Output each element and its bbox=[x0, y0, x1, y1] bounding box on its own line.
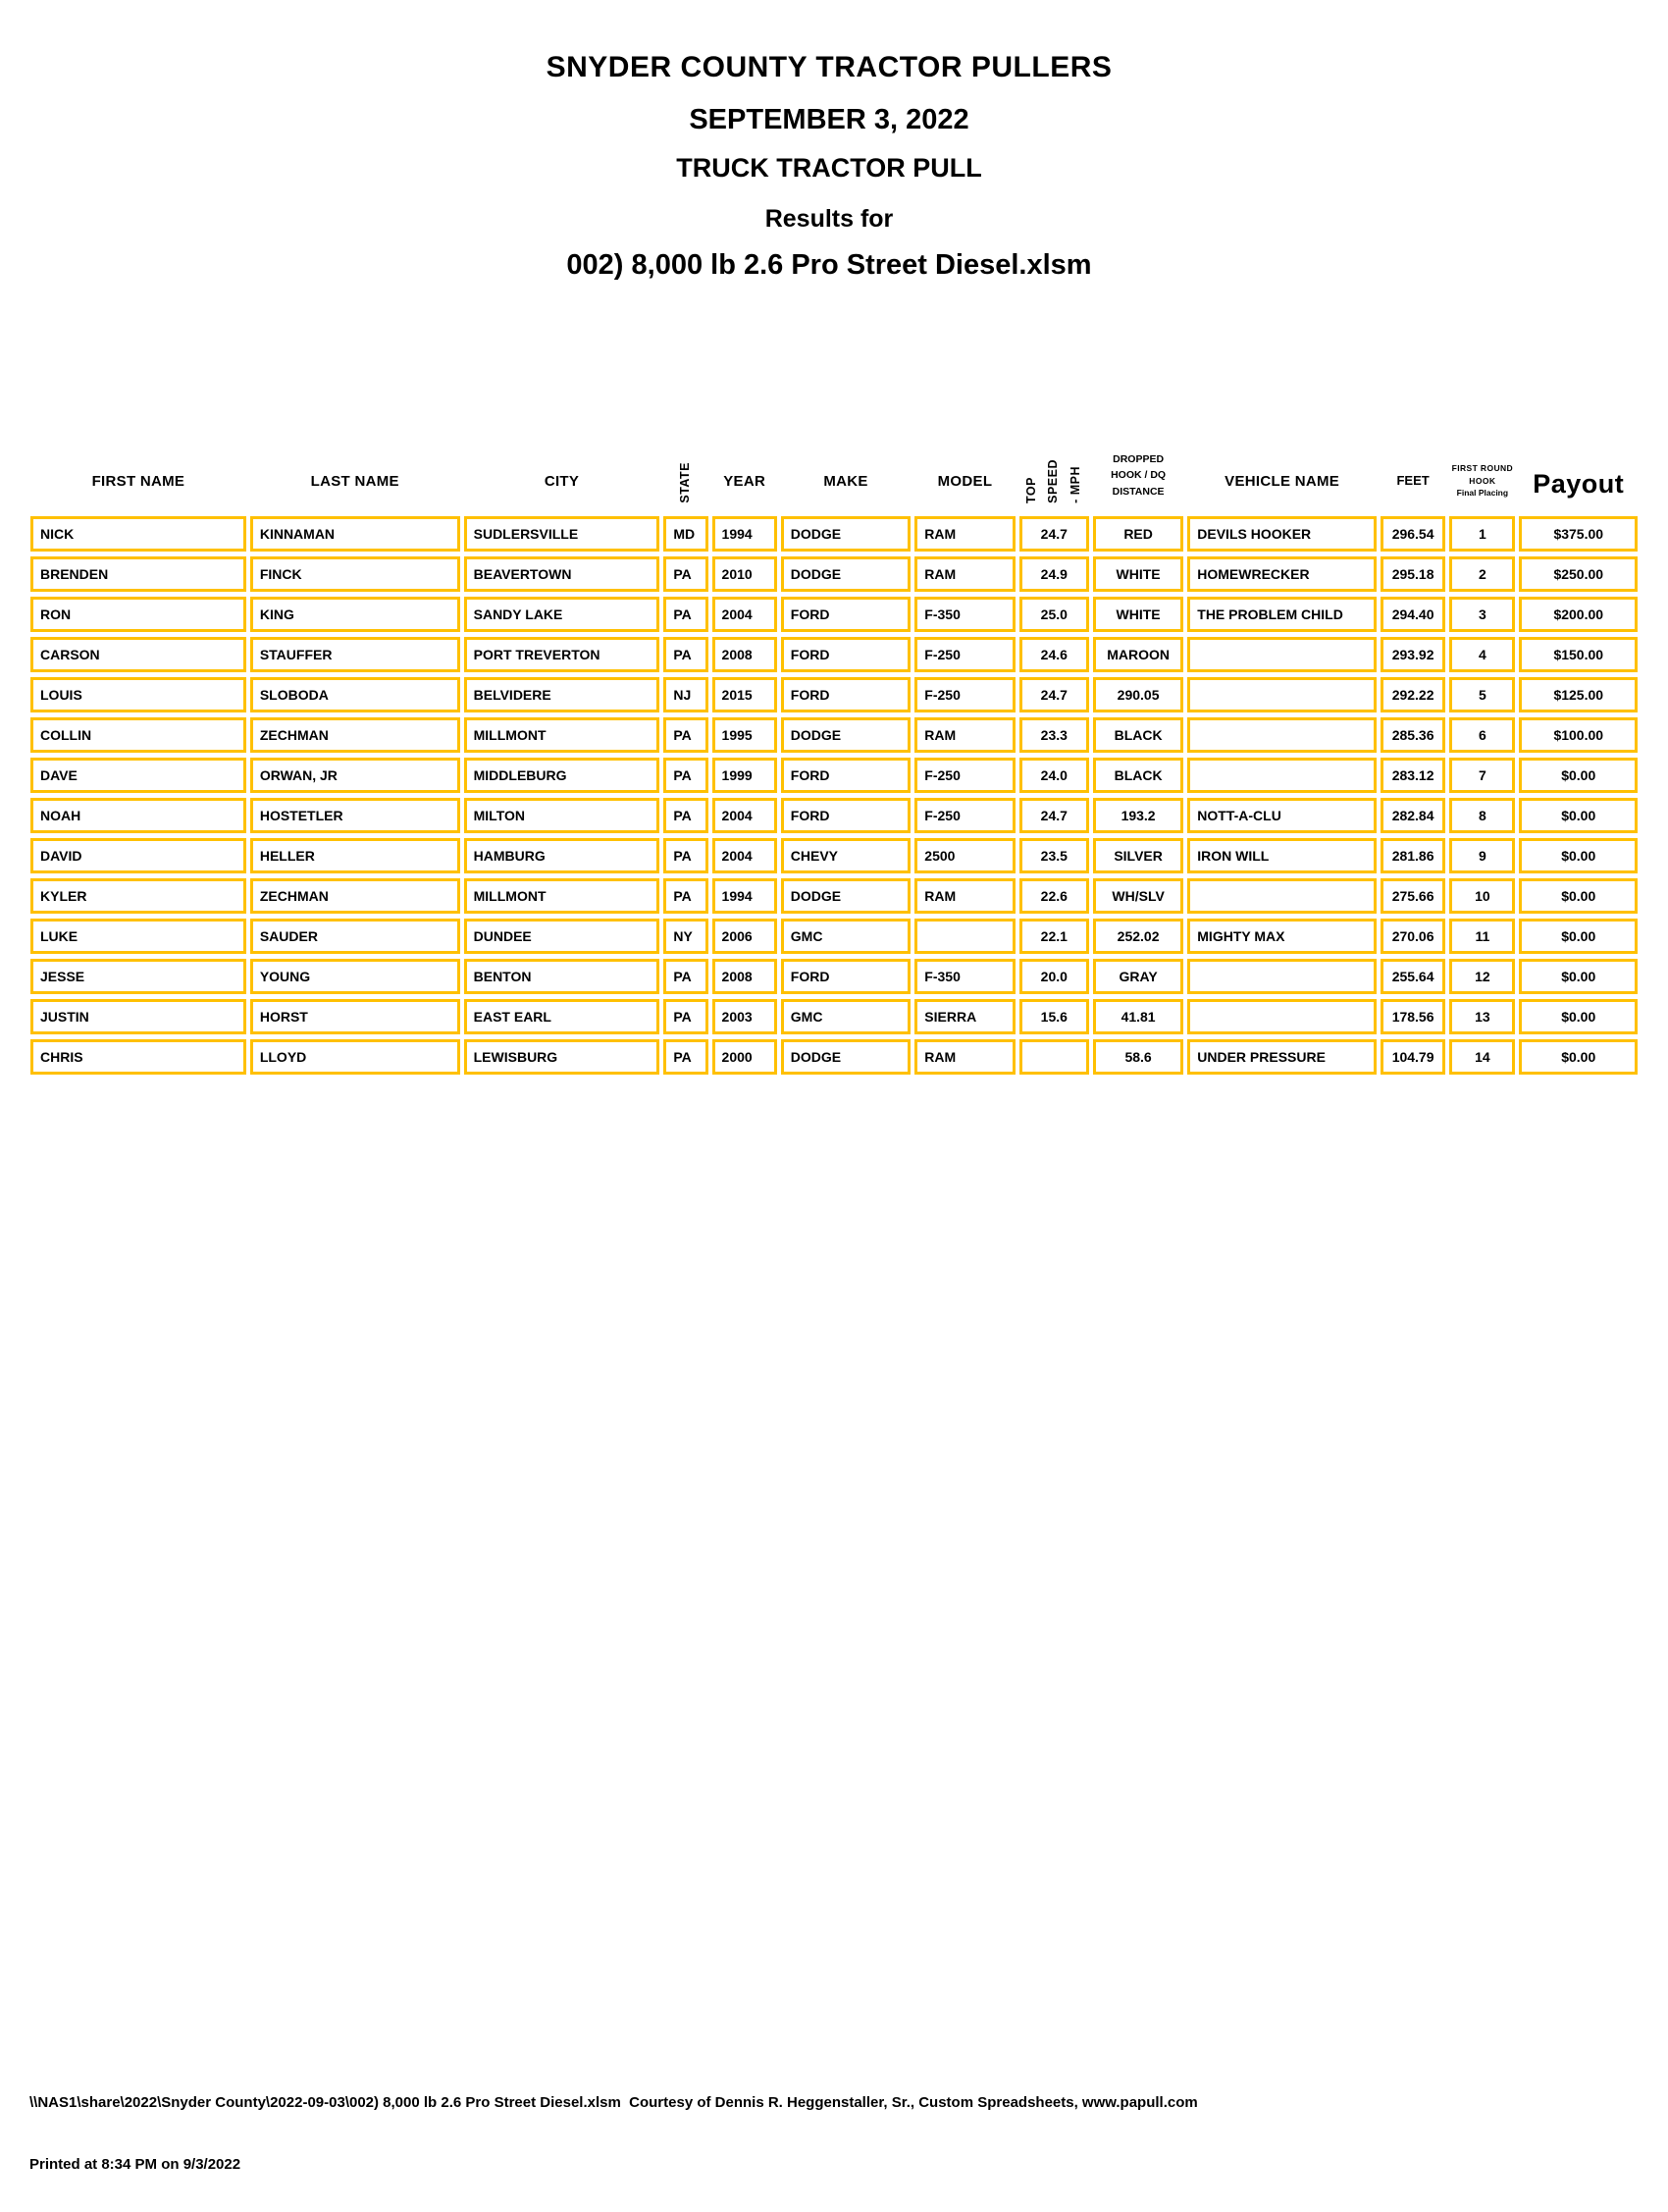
col-header-feet: FEET bbox=[1396, 473, 1430, 488]
cell-model: RAM bbox=[914, 1039, 1015, 1075]
results-body bbox=[30, 516, 1638, 1075]
col-header-top-speed bbox=[1019, 405, 1089, 511]
cell-first-name: NOAH bbox=[30, 798, 246, 833]
cell-vehicle-name bbox=[1187, 677, 1377, 712]
cell-placing: 2 bbox=[1449, 556, 1515, 592]
cell-dropped-hook: BLACK bbox=[1093, 758, 1183, 793]
cell-last-name: ZECHMAN bbox=[250, 878, 460, 914]
cell-top-speed: 23.5 bbox=[1019, 838, 1089, 873]
cell-city: DUNDEE bbox=[464, 919, 660, 954]
cell-last-name: YOUNG bbox=[250, 959, 460, 994]
cell-payout: $200.00 bbox=[1519, 597, 1638, 632]
cell-placing: 10 bbox=[1449, 878, 1515, 914]
file-path-line: \\NAS1\share\2022\Snyder County\2022-09-03\002) 8,000 lb 2.6 Pro Street Diesel.xlsm Courtesy of Dennis R. Heggenstaller, Sr., Custom Spreadsheets, www.papull.com bbox=[29, 2094, 1198, 2111]
cell-feet: 275.66 bbox=[1381, 878, 1445, 914]
dropped-line-1: DROPPED bbox=[1113, 453, 1165, 466]
cell-city: BENTON bbox=[464, 959, 660, 994]
top-speed-line-2: SPEED bbox=[1046, 459, 1061, 503]
cell-top-speed: 24.0 bbox=[1019, 758, 1089, 793]
cell-city: BELVIDERE bbox=[464, 677, 660, 712]
cell-state: PA bbox=[663, 798, 707, 833]
cell-make: FORD bbox=[781, 959, 912, 994]
table-row bbox=[30, 597, 1638, 632]
cell-top-speed: 24.9 bbox=[1019, 556, 1089, 592]
placing-line-2: HOOK bbox=[1469, 475, 1496, 486]
cell-make: DODGE bbox=[781, 1039, 912, 1075]
cell-vehicle-name: IRON WILL bbox=[1187, 838, 1377, 873]
cell-city: LEWISBURG bbox=[464, 1039, 660, 1075]
cell-feet: 283.12 bbox=[1381, 758, 1445, 793]
cell-top-speed: 24.7 bbox=[1019, 798, 1089, 833]
cell-city: BEAVERTOWN bbox=[464, 556, 660, 592]
cell-vehicle-name: NOTT-A-CLU bbox=[1187, 798, 1377, 833]
top-speed-line-1: TOP bbox=[1024, 477, 1039, 503]
cell-dropped-hook: MAROON bbox=[1093, 637, 1183, 672]
cell-vehicle-name: HOMEWRECKER bbox=[1187, 556, 1377, 592]
cell-first-name: CARSON bbox=[30, 637, 246, 672]
printed-timestamp-line: Printed at 8:34 PM on 9/3/2022 bbox=[29, 2155, 241, 2173]
col-header-city: CITY bbox=[544, 473, 580, 490]
cell-placing: 14 bbox=[1449, 1039, 1515, 1075]
cell-state: NJ bbox=[663, 677, 707, 712]
cell-city: SANDY LAKE bbox=[464, 597, 660, 632]
report-title-block bbox=[0, 51, 1658, 282]
results-table bbox=[26, 400, 1642, 1080]
cell-first-name: BRENDEN bbox=[30, 556, 246, 592]
cell-payout: $0.00 bbox=[1519, 758, 1638, 793]
cell-placing: 13 bbox=[1449, 999, 1515, 1034]
table-row bbox=[30, 1039, 1638, 1075]
cell-state: MD bbox=[663, 516, 707, 552]
cell-feet: 104.79 bbox=[1381, 1039, 1445, 1075]
cell-feet: 282.84 bbox=[1381, 798, 1445, 833]
cell-placing: 3 bbox=[1449, 597, 1515, 632]
cell-first-name: NICK bbox=[30, 516, 246, 552]
cell-city: MILTON bbox=[464, 798, 660, 833]
cell-feet: 281.86 bbox=[1381, 838, 1445, 873]
placing-line-1: FIRST ROUND bbox=[1451, 462, 1514, 473]
cell-placing: 9 bbox=[1449, 838, 1515, 873]
cell-payout: $0.00 bbox=[1519, 798, 1638, 833]
cell-vehicle-name: UNDER PRESSURE bbox=[1187, 1039, 1377, 1075]
cell-top-speed: 25.0 bbox=[1019, 597, 1089, 632]
cell-year: 1999 bbox=[712, 758, 777, 793]
report-footer bbox=[29, 2056, 1198, 2212]
cell-placing: 6 bbox=[1449, 717, 1515, 753]
cell-payout: $0.00 bbox=[1519, 959, 1638, 994]
cell-last-name: STAUFFER bbox=[250, 637, 460, 672]
cell-payout: $0.00 bbox=[1519, 838, 1638, 873]
cell-first-name: KYLER bbox=[30, 878, 246, 914]
cell-feet: 270.06 bbox=[1381, 919, 1445, 954]
table-row bbox=[30, 717, 1638, 753]
cell-feet: 296.54 bbox=[1381, 516, 1445, 552]
cell-model: RAM bbox=[914, 516, 1015, 552]
cell-dropped-hook: 252.02 bbox=[1093, 919, 1183, 954]
cell-dropped-hook: SILVER bbox=[1093, 838, 1183, 873]
cell-model: F-250 bbox=[914, 677, 1015, 712]
cell-last-name: ORWAN, JR bbox=[250, 758, 460, 793]
event-type: TRUCK TRACTOR PULL bbox=[676, 152, 982, 183]
cell-model: F-350 bbox=[914, 597, 1015, 632]
cell-payout: $0.00 bbox=[1519, 919, 1638, 954]
cell-year: 2004 bbox=[712, 597, 777, 632]
cell-make: DODGE bbox=[781, 717, 912, 753]
cell-make: FORD bbox=[781, 597, 912, 632]
cell-placing: 5 bbox=[1449, 677, 1515, 712]
cell-year: 1994 bbox=[712, 516, 777, 552]
cell-vehicle-name bbox=[1187, 999, 1377, 1034]
cell-last-name: FINCK bbox=[250, 556, 460, 592]
cell-placing: 4 bbox=[1449, 637, 1515, 672]
cell-first-name: LUKE bbox=[30, 919, 246, 954]
col-header-model: MODEL bbox=[937, 473, 993, 490]
cell-feet: 255.64 bbox=[1381, 959, 1445, 994]
cell-make: FORD bbox=[781, 798, 912, 833]
cell-last-name: KING bbox=[250, 597, 460, 632]
cell-top-speed: 24.7 bbox=[1019, 677, 1089, 712]
col-header-placing bbox=[1449, 405, 1515, 511]
col-header-first-name: FIRST NAME bbox=[91, 473, 185, 490]
cell-top-speed: 20.0 bbox=[1019, 959, 1089, 994]
table-row bbox=[30, 999, 1638, 1034]
cell-first-name: RON bbox=[30, 597, 246, 632]
cell-first-name: LOUIS bbox=[30, 677, 246, 712]
cell-make: DODGE bbox=[781, 556, 912, 592]
cell-state: PA bbox=[663, 717, 707, 753]
cell-state: NY bbox=[663, 919, 707, 954]
cell-year: 2015 bbox=[712, 677, 777, 712]
cell-state: PA bbox=[663, 1039, 707, 1075]
cell-make: GMC bbox=[781, 919, 912, 954]
cell-make: GMC bbox=[781, 999, 912, 1034]
col-header-last-name: LAST NAME bbox=[310, 473, 399, 490]
cell-model: 2500 bbox=[914, 838, 1015, 873]
cell-placing: 11 bbox=[1449, 919, 1515, 954]
cell-top-speed: 15.6 bbox=[1019, 999, 1089, 1034]
cell-payout: $0.00 bbox=[1519, 999, 1638, 1034]
cell-dropped-hook: WH/SLV bbox=[1093, 878, 1183, 914]
organization-title: SNYDER COUNTY TRACTOR PULLERS bbox=[546, 51, 1113, 83]
placing-line-3: Final Placing bbox=[1456, 488, 1509, 499]
cell-feet: 293.92 bbox=[1381, 637, 1445, 672]
table-row bbox=[30, 919, 1638, 954]
cell-vehicle-name: DEVILS HOOKER bbox=[1187, 516, 1377, 552]
cell-model: F-250 bbox=[914, 798, 1015, 833]
cell-model: F-250 bbox=[914, 758, 1015, 793]
cell-placing: 12 bbox=[1449, 959, 1515, 994]
table-row bbox=[30, 878, 1638, 914]
state-rotated-label: STATE bbox=[678, 462, 693, 503]
cell-payout: $150.00 bbox=[1519, 637, 1638, 672]
cell-placing: 1 bbox=[1449, 516, 1515, 552]
cell-city: SUDLERSVILLE bbox=[464, 516, 660, 552]
cell-model: RAM bbox=[914, 878, 1015, 914]
cell-placing: 8 bbox=[1449, 798, 1515, 833]
dropped-line-3: DISTANCE bbox=[1112, 485, 1165, 498]
cell-state: PA bbox=[663, 838, 707, 873]
cell-dropped-hook: 41.81 bbox=[1093, 999, 1183, 1034]
cell-state: PA bbox=[663, 597, 707, 632]
cell-first-name: JESSE bbox=[30, 959, 246, 994]
cell-city: PORT TREVERTON bbox=[464, 637, 660, 672]
table-row bbox=[30, 516, 1638, 552]
cell-city: MIDDLEBURG bbox=[464, 758, 660, 793]
cell-year: 2010 bbox=[712, 556, 777, 592]
cell-year: 2004 bbox=[712, 838, 777, 873]
col-header-payout: Payout bbox=[1533, 469, 1625, 499]
cell-make: DODGE bbox=[781, 878, 912, 914]
cell-city: MILLMONT bbox=[464, 878, 660, 914]
cell-city: MILLMONT bbox=[464, 717, 660, 753]
cell-state: PA bbox=[663, 959, 707, 994]
cell-payout: $125.00 bbox=[1519, 677, 1638, 712]
table-row bbox=[30, 798, 1638, 833]
cell-make: DODGE bbox=[781, 516, 912, 552]
class-file-title: 002) 8,000 lb 2.6 Pro Street Diesel.xlsm bbox=[566, 248, 1092, 281]
cell-city: HAMBURG bbox=[464, 838, 660, 873]
cell-dropped-hook: 193.2 bbox=[1093, 798, 1183, 833]
cell-feet: 294.40 bbox=[1381, 597, 1445, 632]
cell-payout: $0.00 bbox=[1519, 878, 1638, 914]
cell-model: F-250 bbox=[914, 637, 1015, 672]
table-row bbox=[30, 677, 1638, 712]
cell-payout: $375.00 bbox=[1519, 516, 1638, 552]
cell-year: 2008 bbox=[712, 637, 777, 672]
event-date: SEPTEMBER 3, 2022 bbox=[689, 103, 969, 135]
cell-vehicle-name bbox=[1187, 637, 1377, 672]
col-header-year: YEAR bbox=[723, 473, 766, 490]
cell-year: 2006 bbox=[712, 919, 777, 954]
cell-dropped-hook: GRAY bbox=[1093, 959, 1183, 994]
cell-state: PA bbox=[663, 637, 707, 672]
cell-make: FORD bbox=[781, 677, 912, 712]
cell-city: EAST EARL bbox=[464, 999, 660, 1034]
cell-dropped-hook: 58.6 bbox=[1093, 1039, 1183, 1075]
cell-year: 2000 bbox=[712, 1039, 777, 1075]
cell-vehicle-name: MIGHTY MAX bbox=[1187, 919, 1377, 954]
cell-first-name: COLLIN bbox=[30, 717, 246, 753]
cell-payout: $0.00 bbox=[1519, 1039, 1638, 1075]
cell-year: 1994 bbox=[712, 878, 777, 914]
cell-last-name: HOSTETLER bbox=[250, 798, 460, 833]
cell-year: 2003 bbox=[712, 999, 777, 1034]
cell-last-name: ZECHMAN bbox=[250, 717, 460, 753]
cell-last-name: SAUDER bbox=[250, 919, 460, 954]
table-row bbox=[30, 637, 1638, 672]
col-header-vehicle-name: VEHICLE NAME bbox=[1225, 473, 1340, 490]
cell-first-name: CHRIS bbox=[30, 1039, 246, 1075]
dropped-line-2: HOOK / DQ bbox=[1111, 469, 1167, 482]
cell-dropped-hook: WHITE bbox=[1093, 597, 1183, 632]
cell-first-name: DAVE bbox=[30, 758, 246, 793]
cell-year: 2008 bbox=[712, 959, 777, 994]
cell-model: SIERRA bbox=[914, 999, 1015, 1034]
cell-top-speed: 24.7 bbox=[1019, 516, 1089, 552]
cell-year: 2004 bbox=[712, 798, 777, 833]
cell-last-name: KINNAMAN bbox=[250, 516, 460, 552]
cell-last-name: HORST bbox=[250, 999, 460, 1034]
cell-state: PA bbox=[663, 878, 707, 914]
col-header-make: MAKE bbox=[823, 473, 868, 490]
results-for-label: Results for bbox=[764, 204, 894, 233]
top-speed-line-3: - MPH bbox=[1068, 466, 1082, 503]
cell-dropped-hook: BLACK bbox=[1093, 717, 1183, 753]
cell-model bbox=[914, 919, 1015, 954]
cell-dropped-hook: WHITE bbox=[1093, 556, 1183, 592]
cell-dropped-hook: 290.05 bbox=[1093, 677, 1183, 712]
cell-placing: 7 bbox=[1449, 758, 1515, 793]
cell-state: PA bbox=[663, 758, 707, 793]
cell-feet: 178.56 bbox=[1381, 999, 1445, 1034]
cell-top-speed bbox=[1019, 1039, 1089, 1075]
cell-last-name: HELLER bbox=[250, 838, 460, 873]
col-header-state bbox=[663, 405, 707, 511]
table-row bbox=[30, 556, 1638, 592]
cell-vehicle-name bbox=[1187, 717, 1377, 753]
table-row bbox=[30, 758, 1638, 793]
cell-payout: $250.00 bbox=[1519, 556, 1638, 592]
cell-feet: 292.22 bbox=[1381, 677, 1445, 712]
cell-year: 1995 bbox=[712, 717, 777, 753]
cell-feet: 295.18 bbox=[1381, 556, 1445, 592]
cell-first-name: JUSTIN bbox=[30, 999, 246, 1034]
cell-top-speed: 22.1 bbox=[1019, 919, 1089, 954]
cell-make: FORD bbox=[781, 637, 912, 672]
cell-vehicle-name bbox=[1187, 758, 1377, 793]
cell-model: F-350 bbox=[914, 959, 1015, 994]
col-header-dropped-hook bbox=[1093, 405, 1183, 511]
cell-vehicle-name bbox=[1187, 959, 1377, 994]
cell-top-speed: 24.6 bbox=[1019, 637, 1089, 672]
cell-top-speed: 22.6 bbox=[1019, 878, 1089, 914]
cell-make: CHEVY bbox=[781, 838, 912, 873]
cell-state: PA bbox=[663, 556, 707, 592]
results-table-header bbox=[30, 405, 1638, 511]
cell-last-name: SLOBODA bbox=[250, 677, 460, 712]
table-row bbox=[30, 959, 1638, 994]
cell-model: RAM bbox=[914, 717, 1015, 753]
cell-first-name: DAVID bbox=[30, 838, 246, 873]
cell-top-speed: 23.3 bbox=[1019, 717, 1089, 753]
cell-make: FORD bbox=[781, 758, 912, 793]
cell-vehicle-name: THE PROBLEM CHILD bbox=[1187, 597, 1377, 632]
table-row bbox=[30, 838, 1638, 873]
cell-last-name: LLOYD bbox=[250, 1039, 460, 1075]
cell-dropped-hook: RED bbox=[1093, 516, 1183, 552]
cell-payout: $100.00 bbox=[1519, 717, 1638, 753]
cell-feet: 285.36 bbox=[1381, 717, 1445, 753]
cell-vehicle-name bbox=[1187, 878, 1377, 914]
cell-model: RAM bbox=[914, 556, 1015, 592]
cell-state: PA bbox=[663, 999, 707, 1034]
